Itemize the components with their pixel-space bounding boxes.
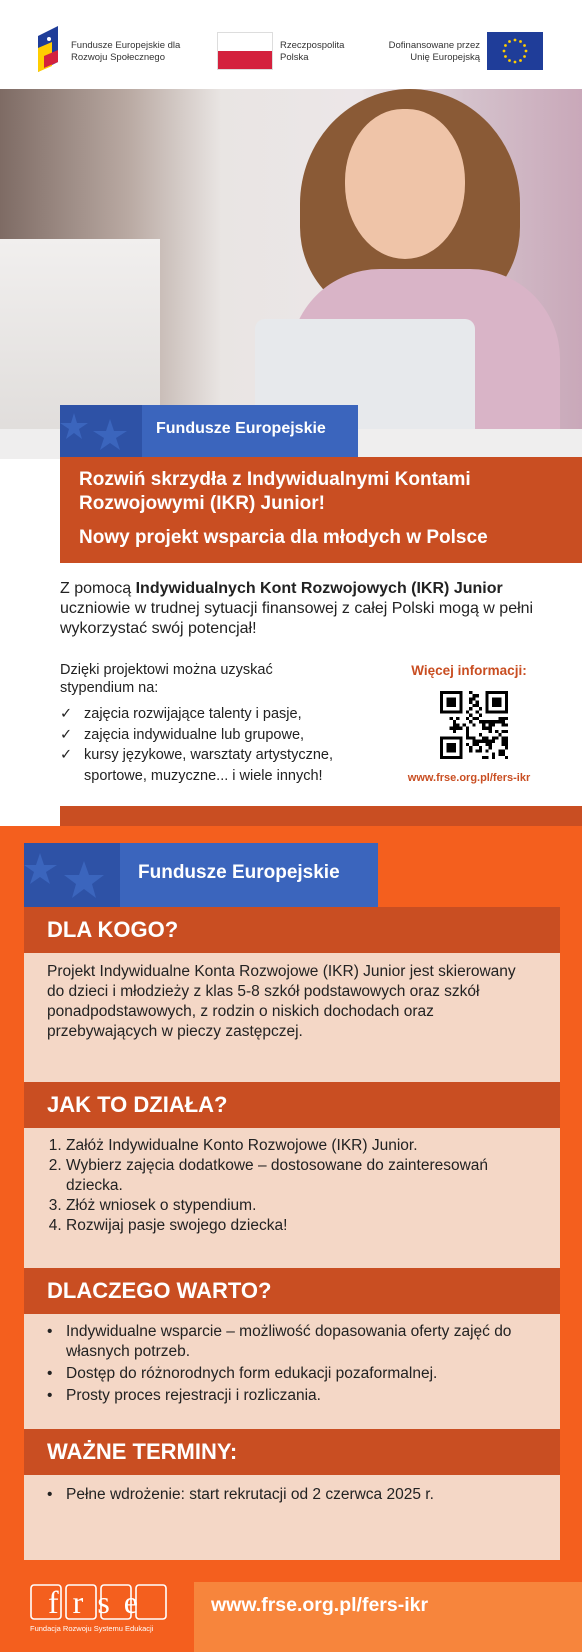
intro-paragraph	[60, 579, 560, 639]
frse-logo-subtitle: Fundacja Rozwoju Systemu Edukacji	[30, 1624, 154, 1633]
stars-decoration-icon	[60, 405, 142, 457]
footer-url-area	[194, 1582, 582, 1652]
qr-code-icon[interactable]	[440, 691, 508, 759]
fundusze-europejskie-logo-icon	[38, 26, 64, 74]
section-heading-why: DLACZEGO WARTO?	[24, 1268, 560, 1314]
list-item: 2. Wybierz zajęcia dodatkowe – dostosowane do zainteresowań dziecka.	[66, 1156, 540, 1196]
list-item: 1. Załóż Indywidualne Konto Rozwojowe (IKR) Junior.	[66, 1136, 540, 1156]
list-item: • Prosty proces rejestracji i rozliczania.	[66, 1386, 540, 1406]
list-item: ✓ kursy językowe, warsztaty artystyczne, sportowe, muzyczne... i wiele innych!	[60, 745, 370, 786]
list-item: • Pełne wdrożenie: start rekrutacji od 2 czerwca 2025 r.	[66, 1485, 540, 1505]
section-body-dates	[24, 1475, 560, 1560]
section-body-how	[24, 1128, 560, 1268]
benefits-list	[60, 704, 370, 786]
list-item: 3. Złóż wniosek o stypendium.	[66, 1196, 540, 1216]
eu-logo-text: Dofinansowane przez Unię Europejską	[388, 40, 480, 63]
section-heading-how: JAK TO DZIAŁA?	[24, 1082, 560, 1128]
list-item: 4. Rozwijaj pasje swojego dziecka!	[66, 1216, 540, 1236]
steps-list	[46, 1136, 540, 1236]
main-title: Rozwiń skrzydła z Indywidualnymi Kontami Rozwojowymi (IKR) Junior!	[79, 469, 471, 514]
hero-photo	[0, 89, 582, 459]
list-item: ✓ zajęcia rozwijające talenty i pasje,	[60, 704, 370, 725]
fe-tag-label: Fundusze Europejskie	[156, 420, 326, 437]
benefits-lead: Dzięki projektowi można uzyskać stypendium na:	[60, 662, 273, 696]
fe-tag-label-lower: Fundusze Europejskie	[138, 862, 340, 883]
who-text: Projekt Indywidualne Konta Rozwojowe (IKR) Junior jest skierowany do dzieci i młodzieży z klas 5-8 szkół podstawowych oraz szkół ponadpodstawowych, z rodzin o niskich dochodach oraz przebywających w pieczy zastępczej.	[47, 963, 516, 1040]
section-body-why	[24, 1314, 560, 1429]
intro-bold: Indywidualnych Kont Rozwojowych (IKR) Junior	[135, 580, 503, 597]
list-item: ✓ zajęcia indywidualne lub grupowe,	[60, 725, 370, 746]
section-heading-dates: WAŻNE TERMINY:	[24, 1429, 560, 1475]
dates-list	[46, 1485, 540, 1505]
list-item: • Dostęp do różnorodnych form edukacji pozaformalnej.	[66, 1364, 540, 1384]
list-item: • Indywidualne wsparcie – możliwość dopasowania oferty zajęć do własnych potrzeb.	[66, 1322, 540, 1362]
stars-decoration-icon	[24, 843, 120, 907]
hero-face	[345, 109, 465, 259]
info-url-link[interactable]: www.frse.org.pl/fers-ikr	[407, 772, 531, 784]
footer-url-link[interactable]: www.frse.org.pl/fers-ikr	[211, 1594, 429, 1616]
svg-text:frse: frse	[48, 1584, 152, 1620]
intro-suffix: uczniowie w trudnej sytuacji finansowej z całej Polski mogą w pełni wykorzystać swój potencjał!	[60, 600, 534, 637]
fe-logo-text: Fundusze Europejskie dla Rozwoju Społecznego	[71, 40, 181, 63]
poland-logo-text: Rzeczpospolita Polska	[280, 40, 345, 63]
eu-flag-icon	[487, 32, 543, 70]
subtitle: Nowy projekt wsparcia dla młodych w Polsce	[79, 527, 488, 548]
intro-prefix: Z pomocą	[60, 580, 136, 597]
more-info-label: Więcej informacji:	[411, 663, 527, 678]
frse-logo-icon	[30, 1584, 170, 1620]
reasons-list	[46, 1322, 540, 1406]
poland-flag-icon	[217, 32, 273, 70]
section-body-who	[24, 953, 560, 1082]
divider-band	[60, 806, 582, 826]
section-heading-who: DLA KOGO?	[24, 907, 560, 953]
